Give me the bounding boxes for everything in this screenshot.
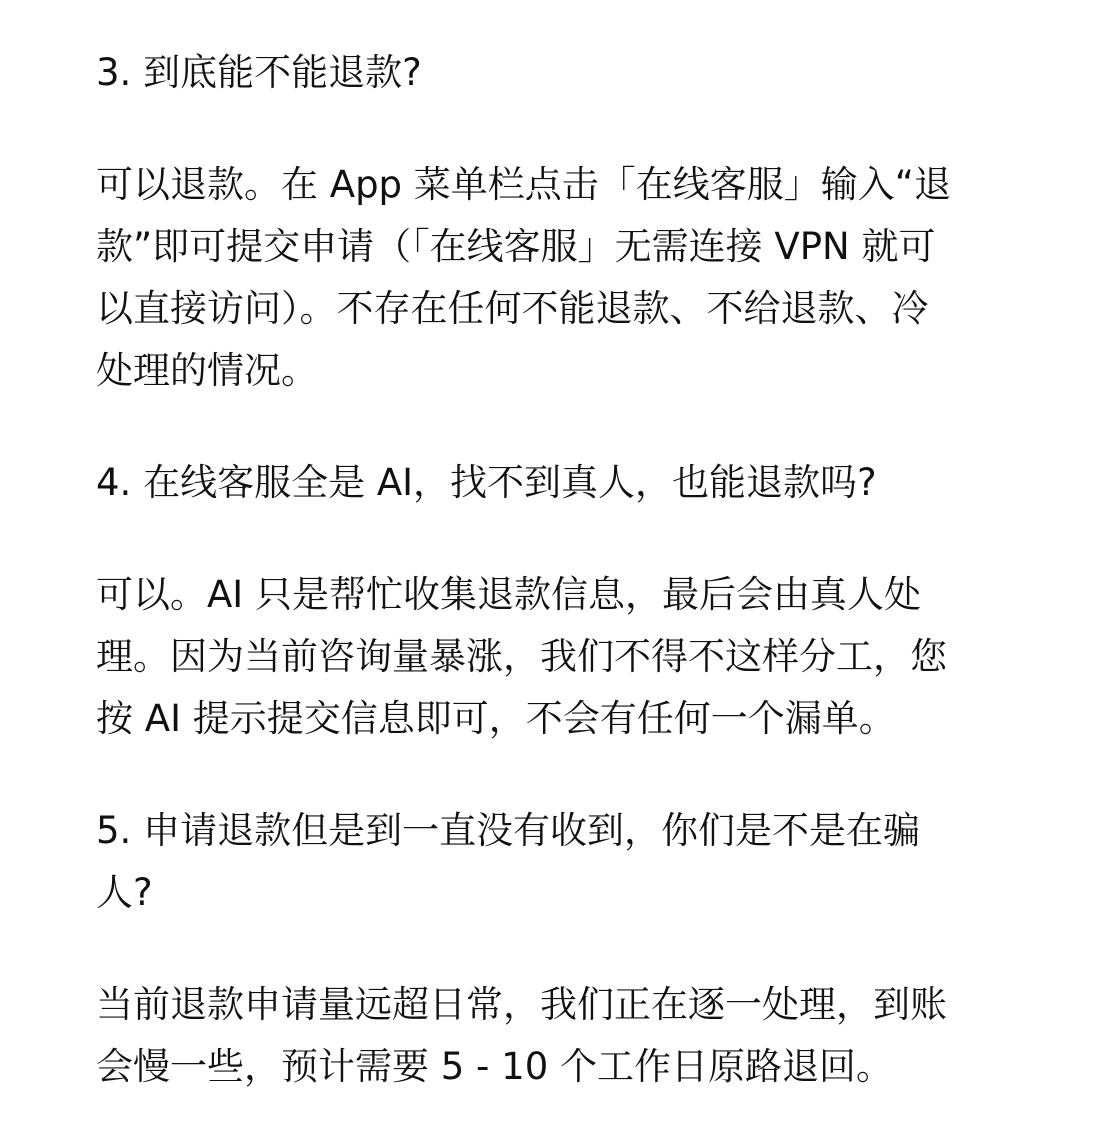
faq-answer-line: 当前退款申请量远超日常，我们正在逐一处理，到账 xyxy=(96,983,947,1026)
faq-answer-line: 处理的情况。 xyxy=(96,349,318,392)
faq-answer-line: 以直接访问）。不存在任何不能退款、不给退款、冷 xyxy=(96,287,929,330)
faq-answer-line: 可以。AI 只是帮忙收集退款信息，最后会由真人处 xyxy=(96,573,921,616)
faq-answer-line: 理。因为当前咨询量暴涨，我们不得不这样分工，您 xyxy=(96,635,947,678)
faq-section-5 xyxy=(96,800,1066,1098)
faq-answer-line: 可以退款。在 App 菜单栏点击「在线客服」输入“退 xyxy=(96,163,951,206)
faq-answer-line: 按 AI 提示提交信息即可，不会有任何一个漏单。 xyxy=(96,697,896,740)
spacer xyxy=(96,402,1066,452)
faq-content xyxy=(96,42,1066,1098)
spacer xyxy=(96,924,1066,974)
spacer xyxy=(96,514,1066,564)
faq-section-4 xyxy=(96,452,1066,750)
faq-section-3 xyxy=(96,42,1066,402)
faq-answer-line: 款”即可提交申请（「在线客服」无需连接 VPN 就可 xyxy=(96,225,936,268)
spacer xyxy=(96,104,1066,154)
faq-question-line: 人? xyxy=(96,871,153,914)
faq-answer-line: 会慢一些，预计需要 5 - 10 个工作日原路退回。 xyxy=(96,1045,894,1088)
faq-question: 4. 在线客服全是 AI，找不到真人，也能退款吗? xyxy=(96,461,877,504)
faq-question: 3. 到底能不能退款? xyxy=(96,51,422,94)
spacer xyxy=(96,750,1066,800)
faq-question-line: 5. 申请退款但是到一直没有收到，你们是不是在骗 xyxy=(96,809,921,852)
